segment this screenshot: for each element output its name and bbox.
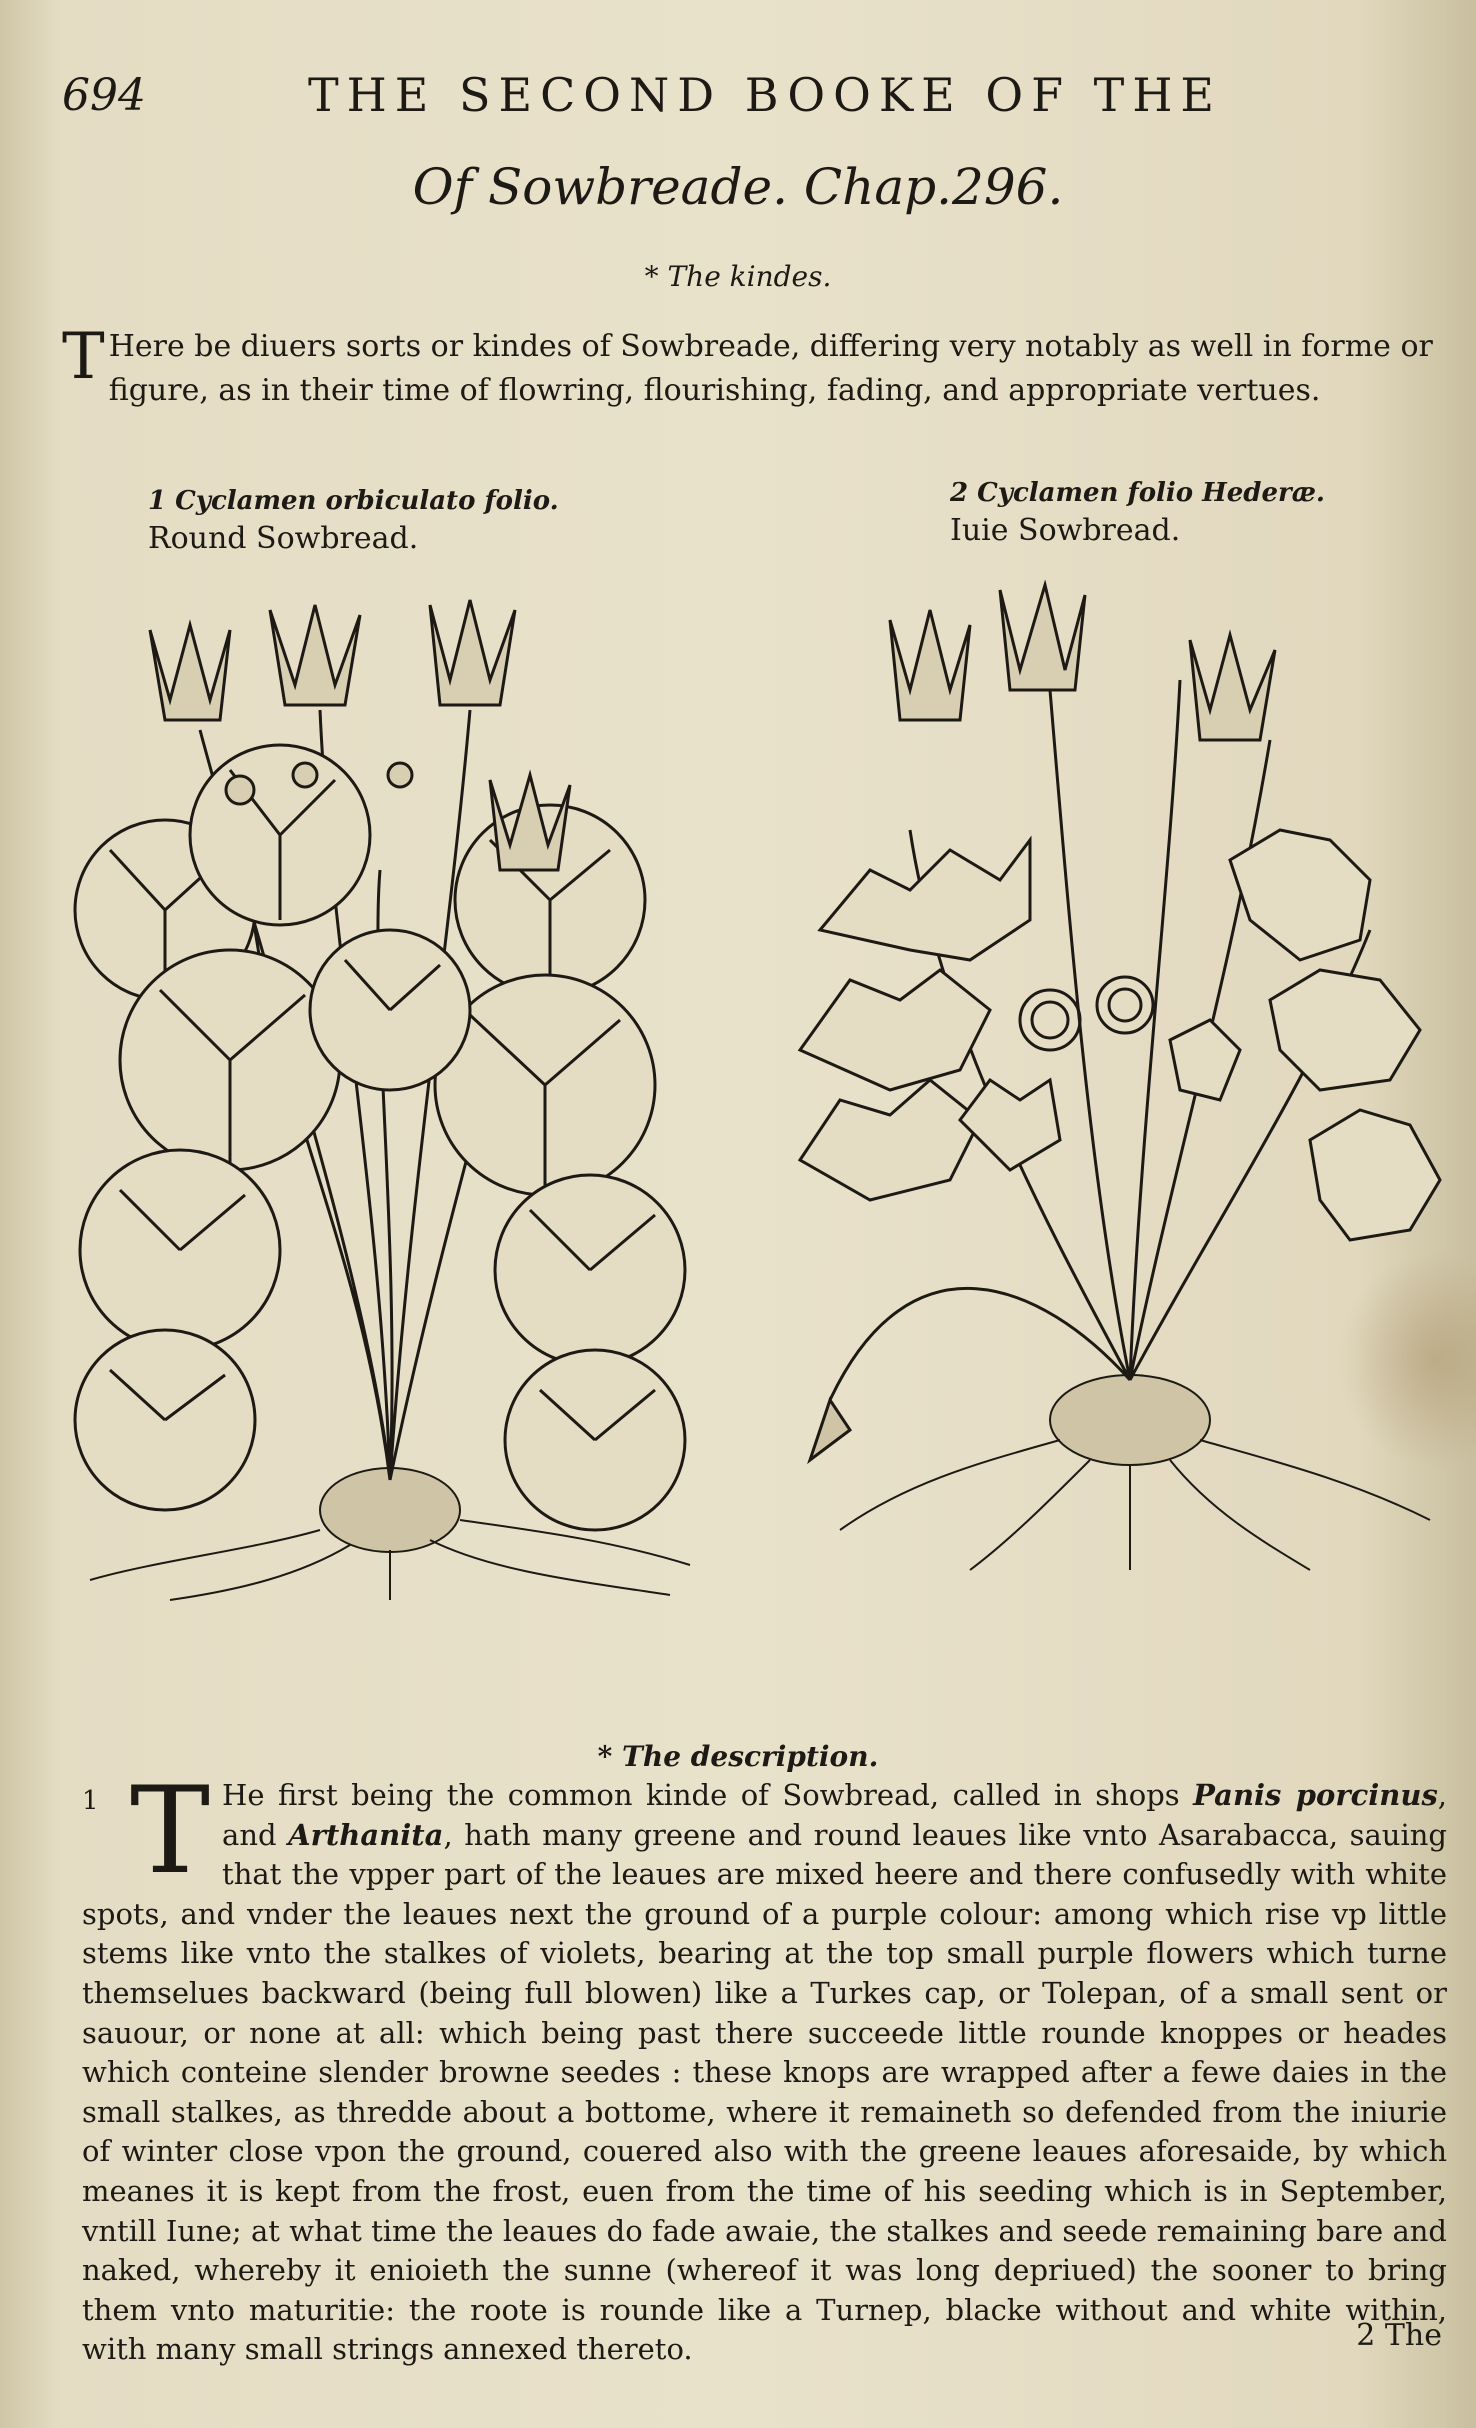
description-item-number: 1 xyxy=(82,1786,99,1816)
tuber-and-roots xyxy=(840,1375,1430,1570)
flowers xyxy=(890,585,1275,740)
description-text-a: He first being the common kinde of Sowbread, called in shops xyxy=(222,1778,1194,1812)
intro-dropcap: T xyxy=(62,320,105,394)
woodcut-ivy-sowbread xyxy=(790,580,1450,1580)
chapter-title: Of Sowbreade. Chap.296. xyxy=(412,158,1064,216)
woodcut-round-sowbread xyxy=(70,590,710,1610)
intro-paragraph xyxy=(62,320,1442,413)
description-paragraph xyxy=(82,1762,1448,2370)
page-number: 694 xyxy=(62,70,146,121)
figure-2-caption xyxy=(950,474,1325,550)
figure-2-latin-name: 2 Cyclamen folio Hederæ. xyxy=(950,478,1325,508)
figure-2-english-name: Iuie Sowbread. xyxy=(950,513,1181,548)
description-text-c: , and xyxy=(222,1778,1447,1852)
figure-1-latin-name: 1 Cyclamen orbiculato folio. xyxy=(148,486,559,516)
figure-1-caption xyxy=(148,482,559,558)
description-latin-name-2: Arthanita xyxy=(288,1817,444,1852)
description-dropcap: T xyxy=(130,1762,211,1901)
ivy-leaves xyxy=(800,830,1440,1240)
description-latin-name-1: Panis porcinus xyxy=(1193,1778,1438,1812)
intro-text: Here be diuers sorts or kindes of Sowbreade, differing very notably as well in forme or figure, as in their time of flowring, flourishing, fading, and appropriate vertues. xyxy=(108,329,1433,408)
running-head: THE SECOND BOOKE OF THE xyxy=(307,68,1223,122)
description-heading: * The description. xyxy=(597,1740,879,1773)
figure-1-english-name: Round Sowbread. xyxy=(148,521,419,556)
description-text-e: , hath many greene and round leaues like vnto Asarabacca, sauing that the vpper part of the leaues are mixed heere and there confusedly with white spots, and vnder the leaues next the ground of a purple colour: among which rise vp little stems like vnto the stalkes of violets, bearing at the top small purple flowers which turne themselues backward (being full blowen) like a Turkes cap, or Tolepan, of a small sent or sauour, or none at all: which being past there succeede little rounde knoppes or heades which conteine slender browne seedes : these knops are wrapped after a fewe daies in the small stalkes, as thredde about a bottome, where it remaineth so defended from the iniurie of winter close vpon the ground, couered also with the greene leaues aforesaide, by which meanes it is kept from the frost, euen from the time of his seeding which is in September, vntill Iune; at what time the leaues do fade awaie, the stalkes and seede remaining bare and naked, whereby it enioieth the sunne (whereof it was long depriued) the sooner to bring them vnto maturitie: the roote is rounde like a Turnep, blacke without and white within, with many small strings annexed thereto. xyxy=(82,1817,1448,2367)
kinds-heading: * The kindes. xyxy=(644,260,832,293)
catchword: 2 The xyxy=(1356,2318,1442,2353)
